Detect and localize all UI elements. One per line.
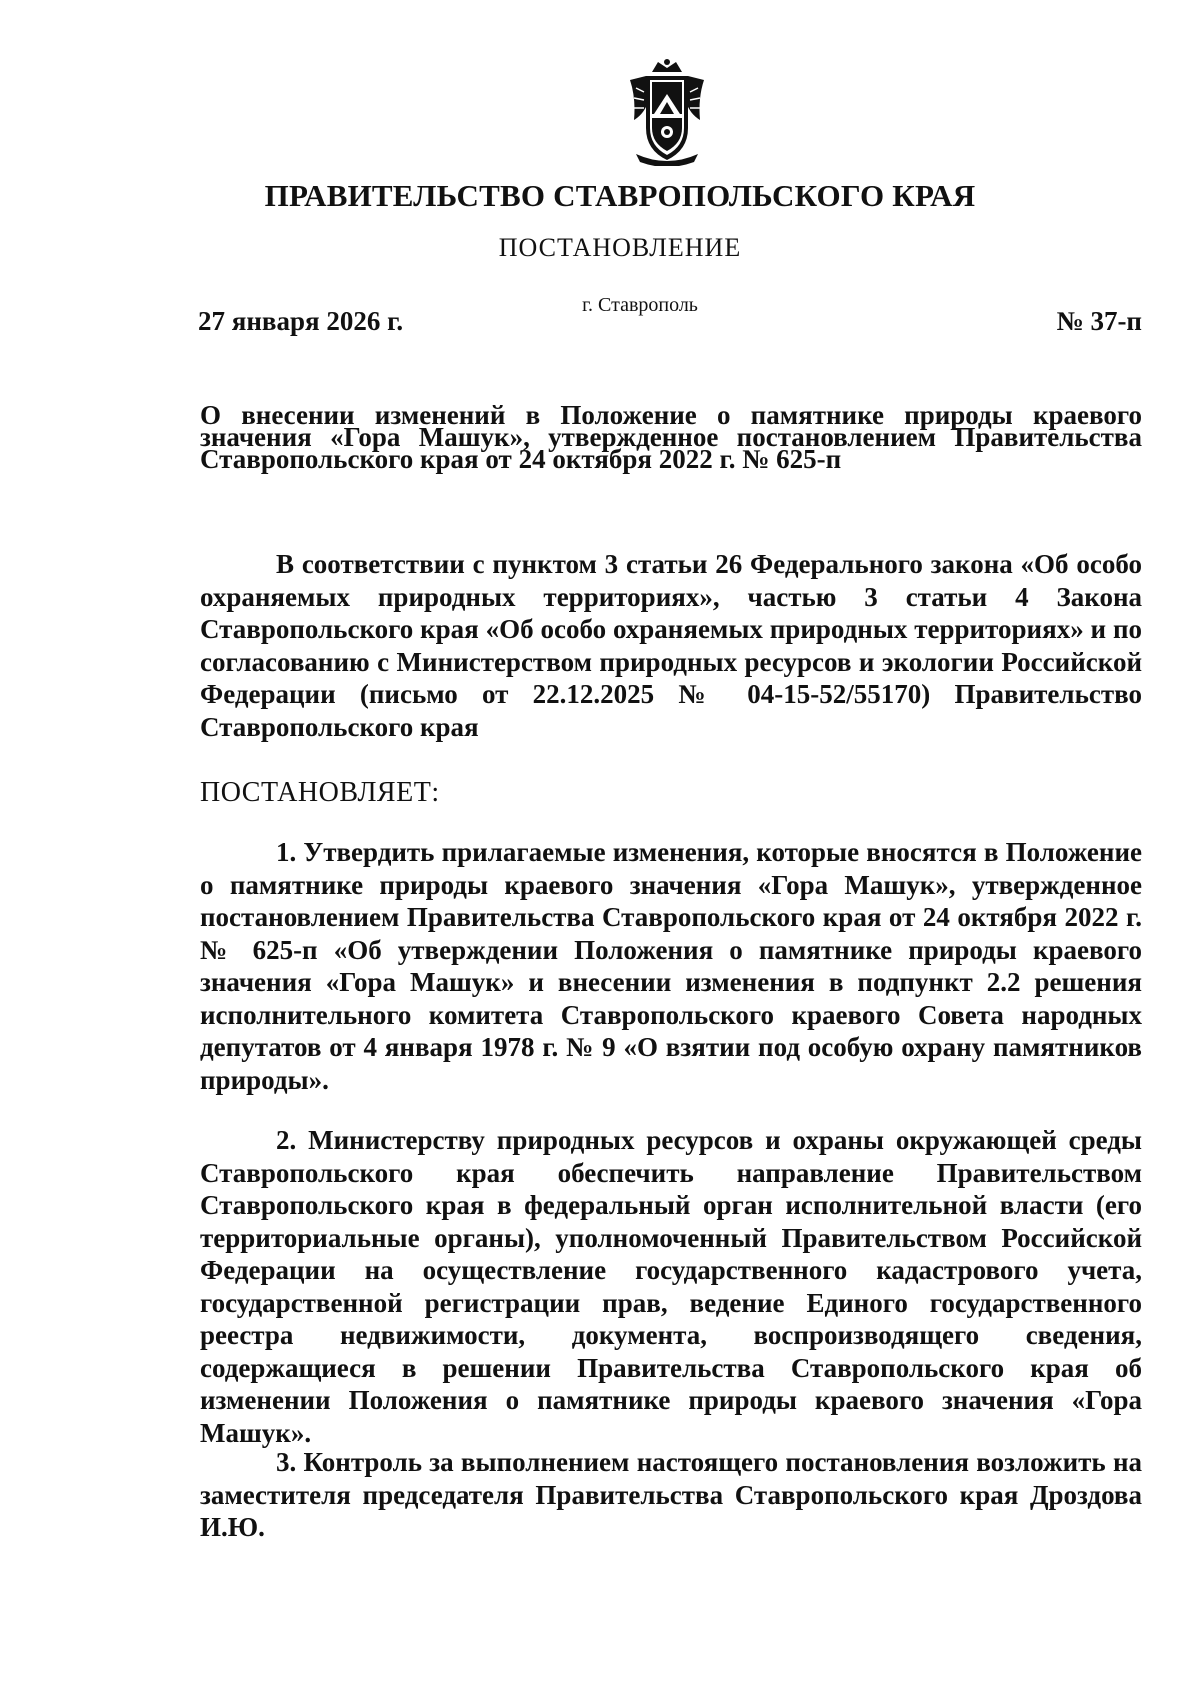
coat-of-arms-icon <box>622 58 712 166</box>
document-type: ПОСТАНОВЛЕНИЕ <box>498 233 742 262</box>
organization-title: ПРАВИТЕЛЬСТВО СТАВРОПОЛЬСКОГО КРАЯ <box>264 178 976 213</box>
decree-item-2: 2. Министерству природных ресурсов и охраны окружающей среды Ставропольского края обеспечить направление Правительством Ставропольского края в федеральный орган исполнительной власти (его территориальные органы), уполномоченный Правительством Российской Федерации на осуществление государственного кадастрового учета, государственной регистрации прав, ведение Единого государственного реестра недвижимости, документа, воспроизводящего сведения, содержащиеся в решении Правительства Ставропольского края об изменении Положения о памятнике природы краевого значения «Гора Машук». <box>200 1125 1142 1448</box>
decree-item-1: 1. Утвердить прилагаемые изменения, которые вносятся в Положение о памятнике природы краевого значения «Гора Машук», утвержденное постановлением Правительства Ставропольского края от 24 октября 2022 г. № 625-п «Об утверждении Положения о памятнике природы краевого значения «Гора Машук» и внесении изменения в подпункт 2.2 решения исполнительного комитета Ставропольского краевого Совета народных депутатов от 4 января 1978 г. № 9 «О взятии под особую охрану памятников природы». <box>200 837 1142 1095</box>
document-city: г. Ставрополь <box>582 294 698 316</box>
decree-heading: ПОСТАНОВЛЯЕТ: <box>200 777 440 808</box>
document-date: 27 января 2026 г. <box>198 306 404 336</box>
document-number: № 37-п <box>1056 306 1142 336</box>
basis-paragraph: В соответствии с пунктом 3 статьи 26 Федерального закона «Об особо охраняемых природных территориях», частью 3 статьи 4 Закона Ставропольского края «Об особо охраняемых природных территориях» и по согласованию с Министерством природных ресурсов и экологии Российской Федерации (письмо от 22.12.2025 № 04-15-52/55170) Правительство Ставропольского края <box>200 549 1142 742</box>
document-subject: О внесении изменений в Положение о памятнике природы краевого значения «Гора Машук», утвержденное постановлением Правительства Ставропольского края от 24 октября 2022 г. № 625-п <box>200 400 1142 474</box>
decree-item-3: 3. Контроль за выполнением настоящего постановления возложить на заместителя председателя Правительства Ставропольского края Дроздова И.Ю. <box>200 1447 1142 1542</box>
